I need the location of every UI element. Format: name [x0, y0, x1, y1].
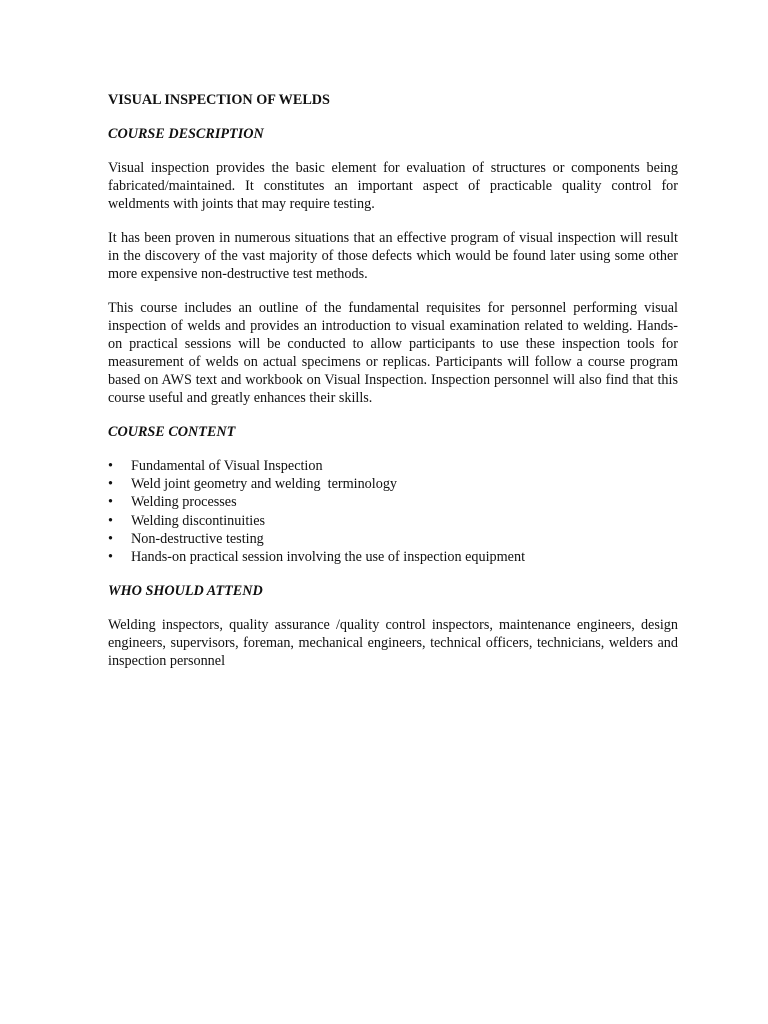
list-item-text: Hands-on practical session involving the use of inspection equipment	[131, 548, 526, 565]
who-should-attend-heading: WHO SHOULD ATTEND	[108, 583, 263, 600]
bullet-icon: •	[108, 530, 113, 547]
document-title: VISUAL INSPECTION OF WELDS	[108, 92, 330, 108]
list-item-text: Welding discontinuities	[131, 512, 266, 529]
course-description-heading: COURSE DESCRIPTION	[108, 126, 264, 142]
list-item	[108, 512, 678, 530]
list-item	[108, 530, 678, 548]
list-item	[108, 475, 678, 493]
bullet-icon: •	[108, 458, 113, 474]
list-item	[108, 548, 678, 566]
list-item-text: Non-destructive testing	[131, 530, 264, 547]
list-item	[108, 493, 678, 511]
list-item-text: Fundamental of Visual Inspection	[131, 458, 323, 474]
list-item	[108, 457, 678, 475]
bullet-icon: •	[108, 512, 113, 529]
bullet-icon: •	[108, 476, 113, 493]
list-item-text: Weld joint geometry and welding terminology	[131, 476, 398, 493]
course-content-heading: COURSE CONTENT	[108, 424, 236, 440]
bullet-icon: •	[108, 494, 113, 511]
who-should-attend-paragraph: Welding inspectors, quality assurance /quality control inspectors, maintenance engineers, design engineers, supervisors, foreman, mechanical engineers, technical officers, technicians, welders and inspection personnel	[108, 617, 678, 670]
course-description-paragraph-1: Visual inspection provides the basic element for evaluation of structures or components being fabricated/maintained. It constitutes an important aspect of practicable quality control for weldments with joints that may require testing.	[108, 160, 678, 212]
list-item-text: Welding processes	[131, 494, 237, 511]
course-description-paragraph-3: This course includes an outline of the fundamental requisites for personnel performing visual inspection of welds and provides an introduction to visual examination related to welding. Hands-on practical sessions will be conducted to allow participants to use these inspection tools for measurement of welds on actual specimens or replicas. Participants will follow a course program based on AWS text and workbook on Visual Inspection. Inspection personnel will also find that this course useful and greatly enhances their skills.	[108, 300, 678, 406]
course-content-list	[108, 457, 678, 566]
document-page	[108, 91, 678, 686]
bullet-icon: •	[108, 548, 113, 565]
course-description-paragraph-2: It has been proven in numerous situations that an effective program of visual inspection will result in the discovery of the vast majority of those defects which would be found later using some other more expensive non-destructive test methods.	[108, 230, 678, 282]
